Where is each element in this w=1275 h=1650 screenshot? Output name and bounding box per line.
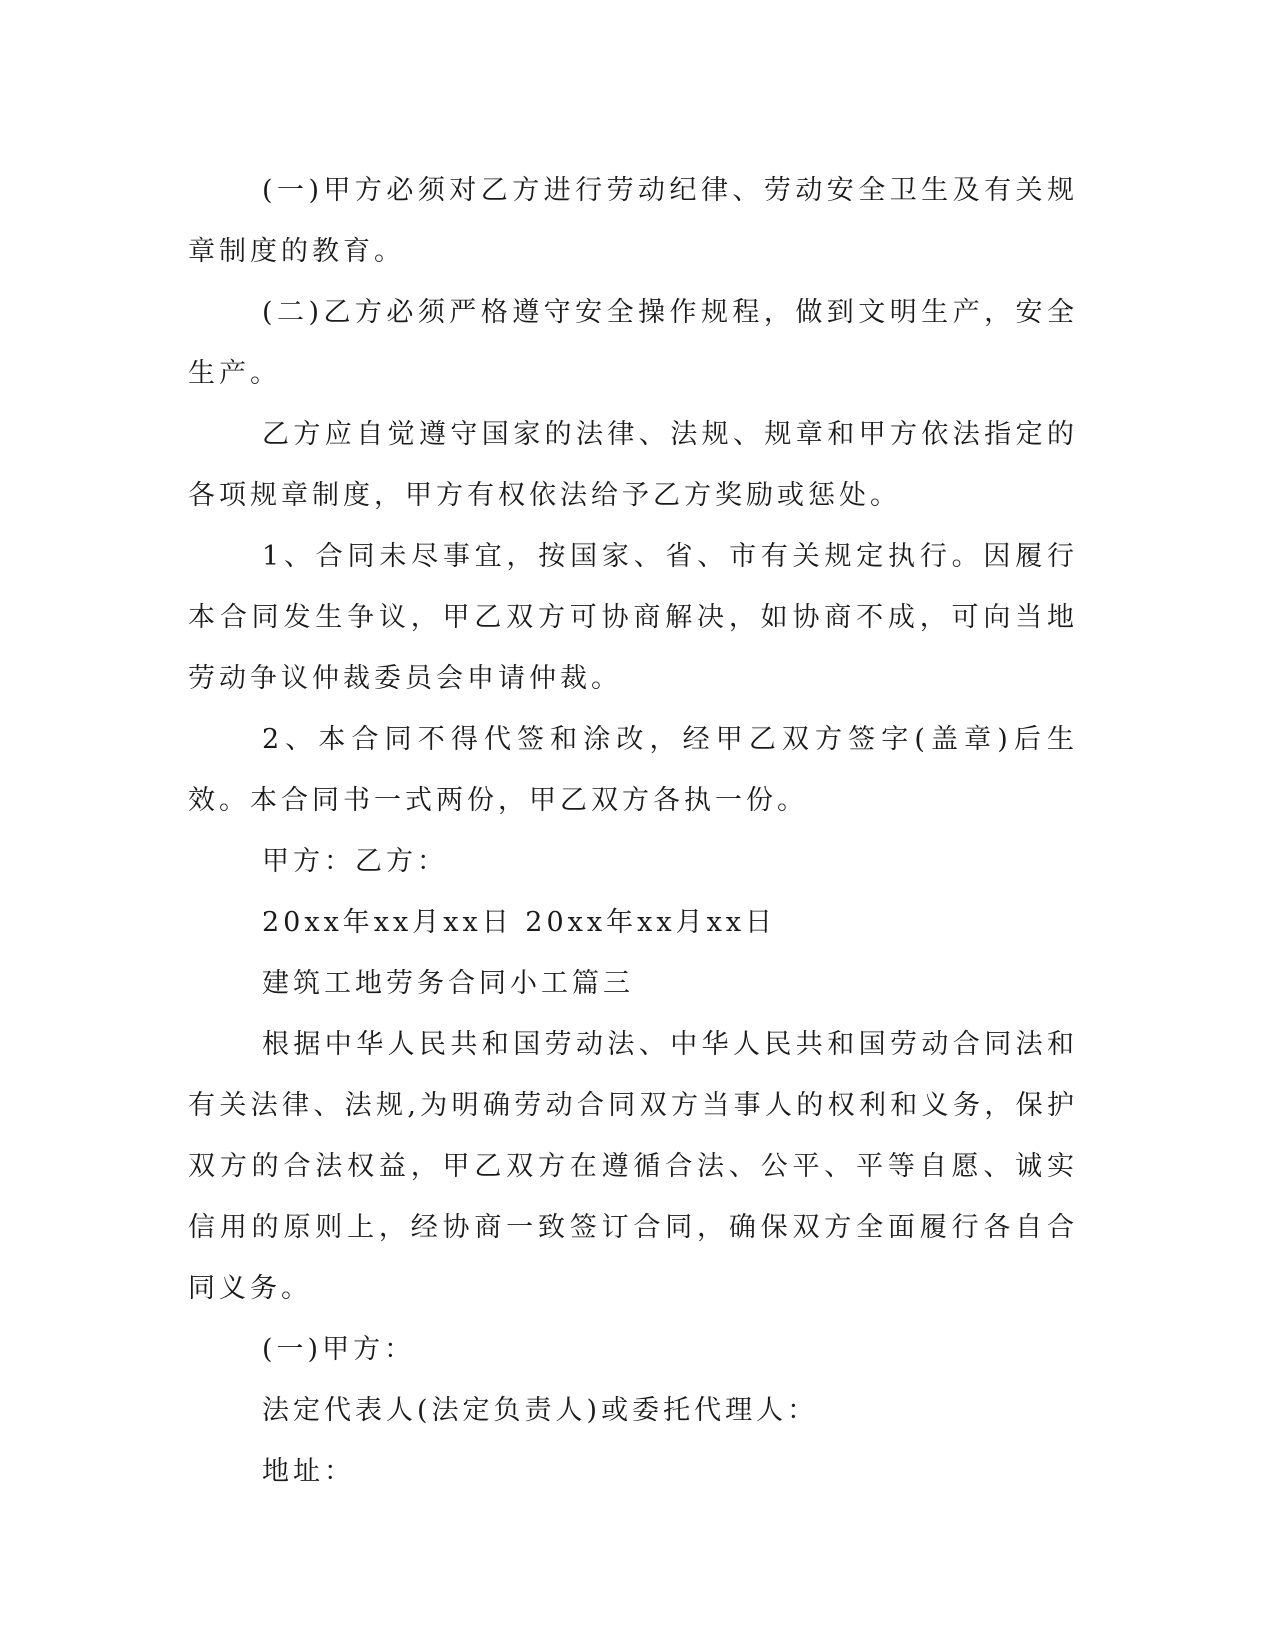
party-a-heading: (一)甲方：	[262, 1334, 416, 1365]
address-field: 地址：	[262, 1456, 355, 1487]
paragraph-education-clause: (一)甲方必须对乙方进行劳动纪律、劳动安全卫生及有关规章制度的教育。	[188, 175, 1078, 267]
legal-representative-field: 法定代表人(法定负责人)或委托代理人：	[262, 1395, 819, 1426]
paragraph-dispute-clause: 1、合同未尽事宜，按国家、省、市有关规定执行。因履行本合同发生争议，甲乙双方可协商解决，如协商不成，可向当地劳动争议仲裁委员会申请仲裁。	[188, 541, 1078, 694]
paragraph-effect-clause: 2、本合同不得代签和涂改，经甲乙双方签字(盖章)后生效。本合同书一式两份，甲乙双方各执一份。	[188, 724, 1078, 816]
signature-date-line: 20xx年xx月xx日 20xx年xx月xx日	[262, 907, 777, 938]
section-heading: 建筑工地劳务合同小工篇三	[262, 968, 634, 999]
document-body	[188, 160, 1078, 1502]
paragraph-regulations-clause: 乙方应自觉遵守国家的法律、法规、规章和甲方依法指定的各项规章制度，甲方有权依法给予乙方奖励或惩处。	[188, 419, 1078, 511]
paragraph-preamble: 根据中华人民共和国劳动法、中华人民共和国劳动合同法和有关法律、法规,为明确劳动合同双方当事人的权利和义务，保护双方的合法权益，甲乙双方在遵循合法、公平、平等自愿、诚实信用的原则上，经协商一致签订合同，确保双方全面履行各自合同义务。	[188, 1029, 1078, 1304]
signature-parties-line: 甲方：乙方：	[262, 846, 448, 877]
paragraph-safety-clause: (二)乙方必须严格遵守安全操作规程，做到文明生产，安全生产。	[188, 297, 1078, 389]
